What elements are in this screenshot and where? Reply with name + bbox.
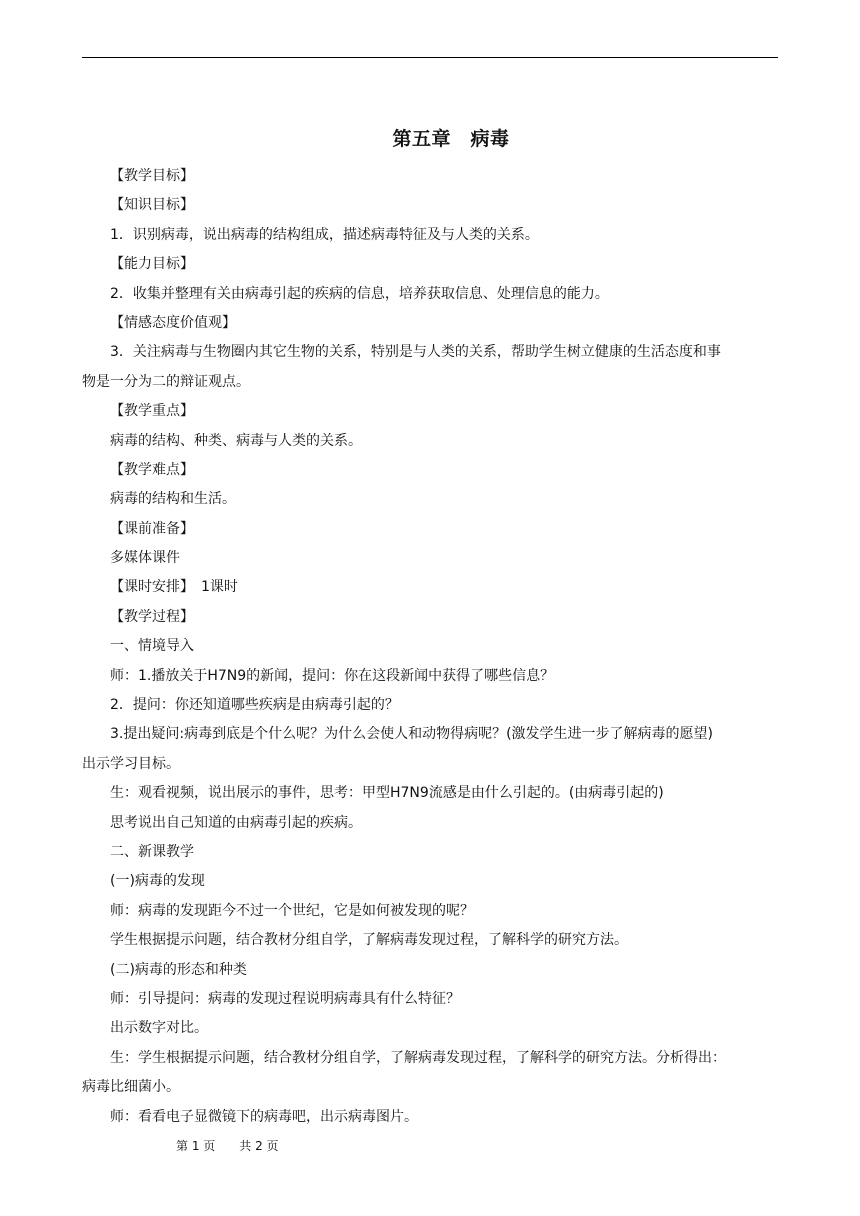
page-title: 第五章 病毒 [392,128,510,150]
document-line: 【能力目标】 [110,256,194,273]
document-line: 3.提出疑问:病毒到底是个什么呢？为什么会使人和动物得病呢？(激发学生进一步了解病毒的愿望) [110,726,713,743]
document-line: 【课前准备】 [110,520,194,537]
document-line: 【教学难点】 [110,461,194,478]
document-line: 病毒比细菌小。 [82,1079,180,1096]
document-line: 出示数字对比。 [110,1020,208,1037]
page-footer: 第 1 页 共 2 页 [176,1139,279,1153]
document-line: 【教学重点】 [110,403,194,420]
document-line: 【课时安排】 1课时 [110,579,238,596]
document-body [82,162,778,1132]
document-line: 病毒的结构和生活。 [110,491,236,508]
document-line: 【情感态度价值观】 [110,314,236,331]
document-line: 生：学生根据提示问题，结合教材分组自学，了解病毒发现过程，了解科学的研究方法。分析得出： [110,1049,726,1066]
document-line: 二、新课教学 [110,843,194,860]
document-line: 【教学过程】 [110,608,194,625]
document-line: 师：看看电子显微镜下的病毒吧，出示病毒图片。 [110,1108,418,1125]
document-line: 多媒体课件 [110,550,180,567]
document-line: (二)病毒的形态和种类 [110,961,247,978]
document-line: 1．识别病毒，说出病毒的结构组成，描述病毒特征及与人类的关系。 [110,226,539,243]
document-line: 思考说出自己知道的由病毒引起的疾病。 [110,814,362,831]
document-line: 学生根据提示问题，结合教材分组自学，了解病毒发现过程，了解科学的研究方法。 [110,932,628,949]
document-line: 师：引导提问：病毒的发现过程说明病毒具有什么特征？ [110,990,460,1007]
document-line: 病毒的结构、种类、病毒与人类的关系。 [110,432,362,449]
document-line: 一、情境导入 [110,638,194,655]
document-line: 2．提问：你还知道哪些疾病是由病毒引起的？ [110,697,399,714]
document-line: 出示学习目标。 [82,755,180,772]
document-line: (一)病毒的发现 [110,873,205,890]
document-line: 生：观看视频，说出展示的事件，思考：甲型H7N9流感是由什么引起的。(由病毒引起的) [110,785,664,802]
document-line: 3．关注病毒与生物圈内其它生物的关系，特别是与人类的关系，帮助学生树立健康的生活态度和事 [110,344,721,361]
document-line: 师：1.播放关于H7N9的新闻，提问：你在这段新闻中获得了哪些信息？ [110,667,555,684]
document-line: 物是一分为二的辩证观点。 [82,373,250,390]
document-line: 2．收集并整理有关由病毒引起的疾病的信息，培养获取信息、处理信息的能力。 [110,285,609,302]
document-line: 【知识目标】 [110,197,194,214]
document-line: 【教学目标】 [110,168,194,184]
document-line: 师：病毒的发现距今不过一个世纪，它是如何被发现的呢？ [110,902,474,919]
header-rule [82,57,778,58]
